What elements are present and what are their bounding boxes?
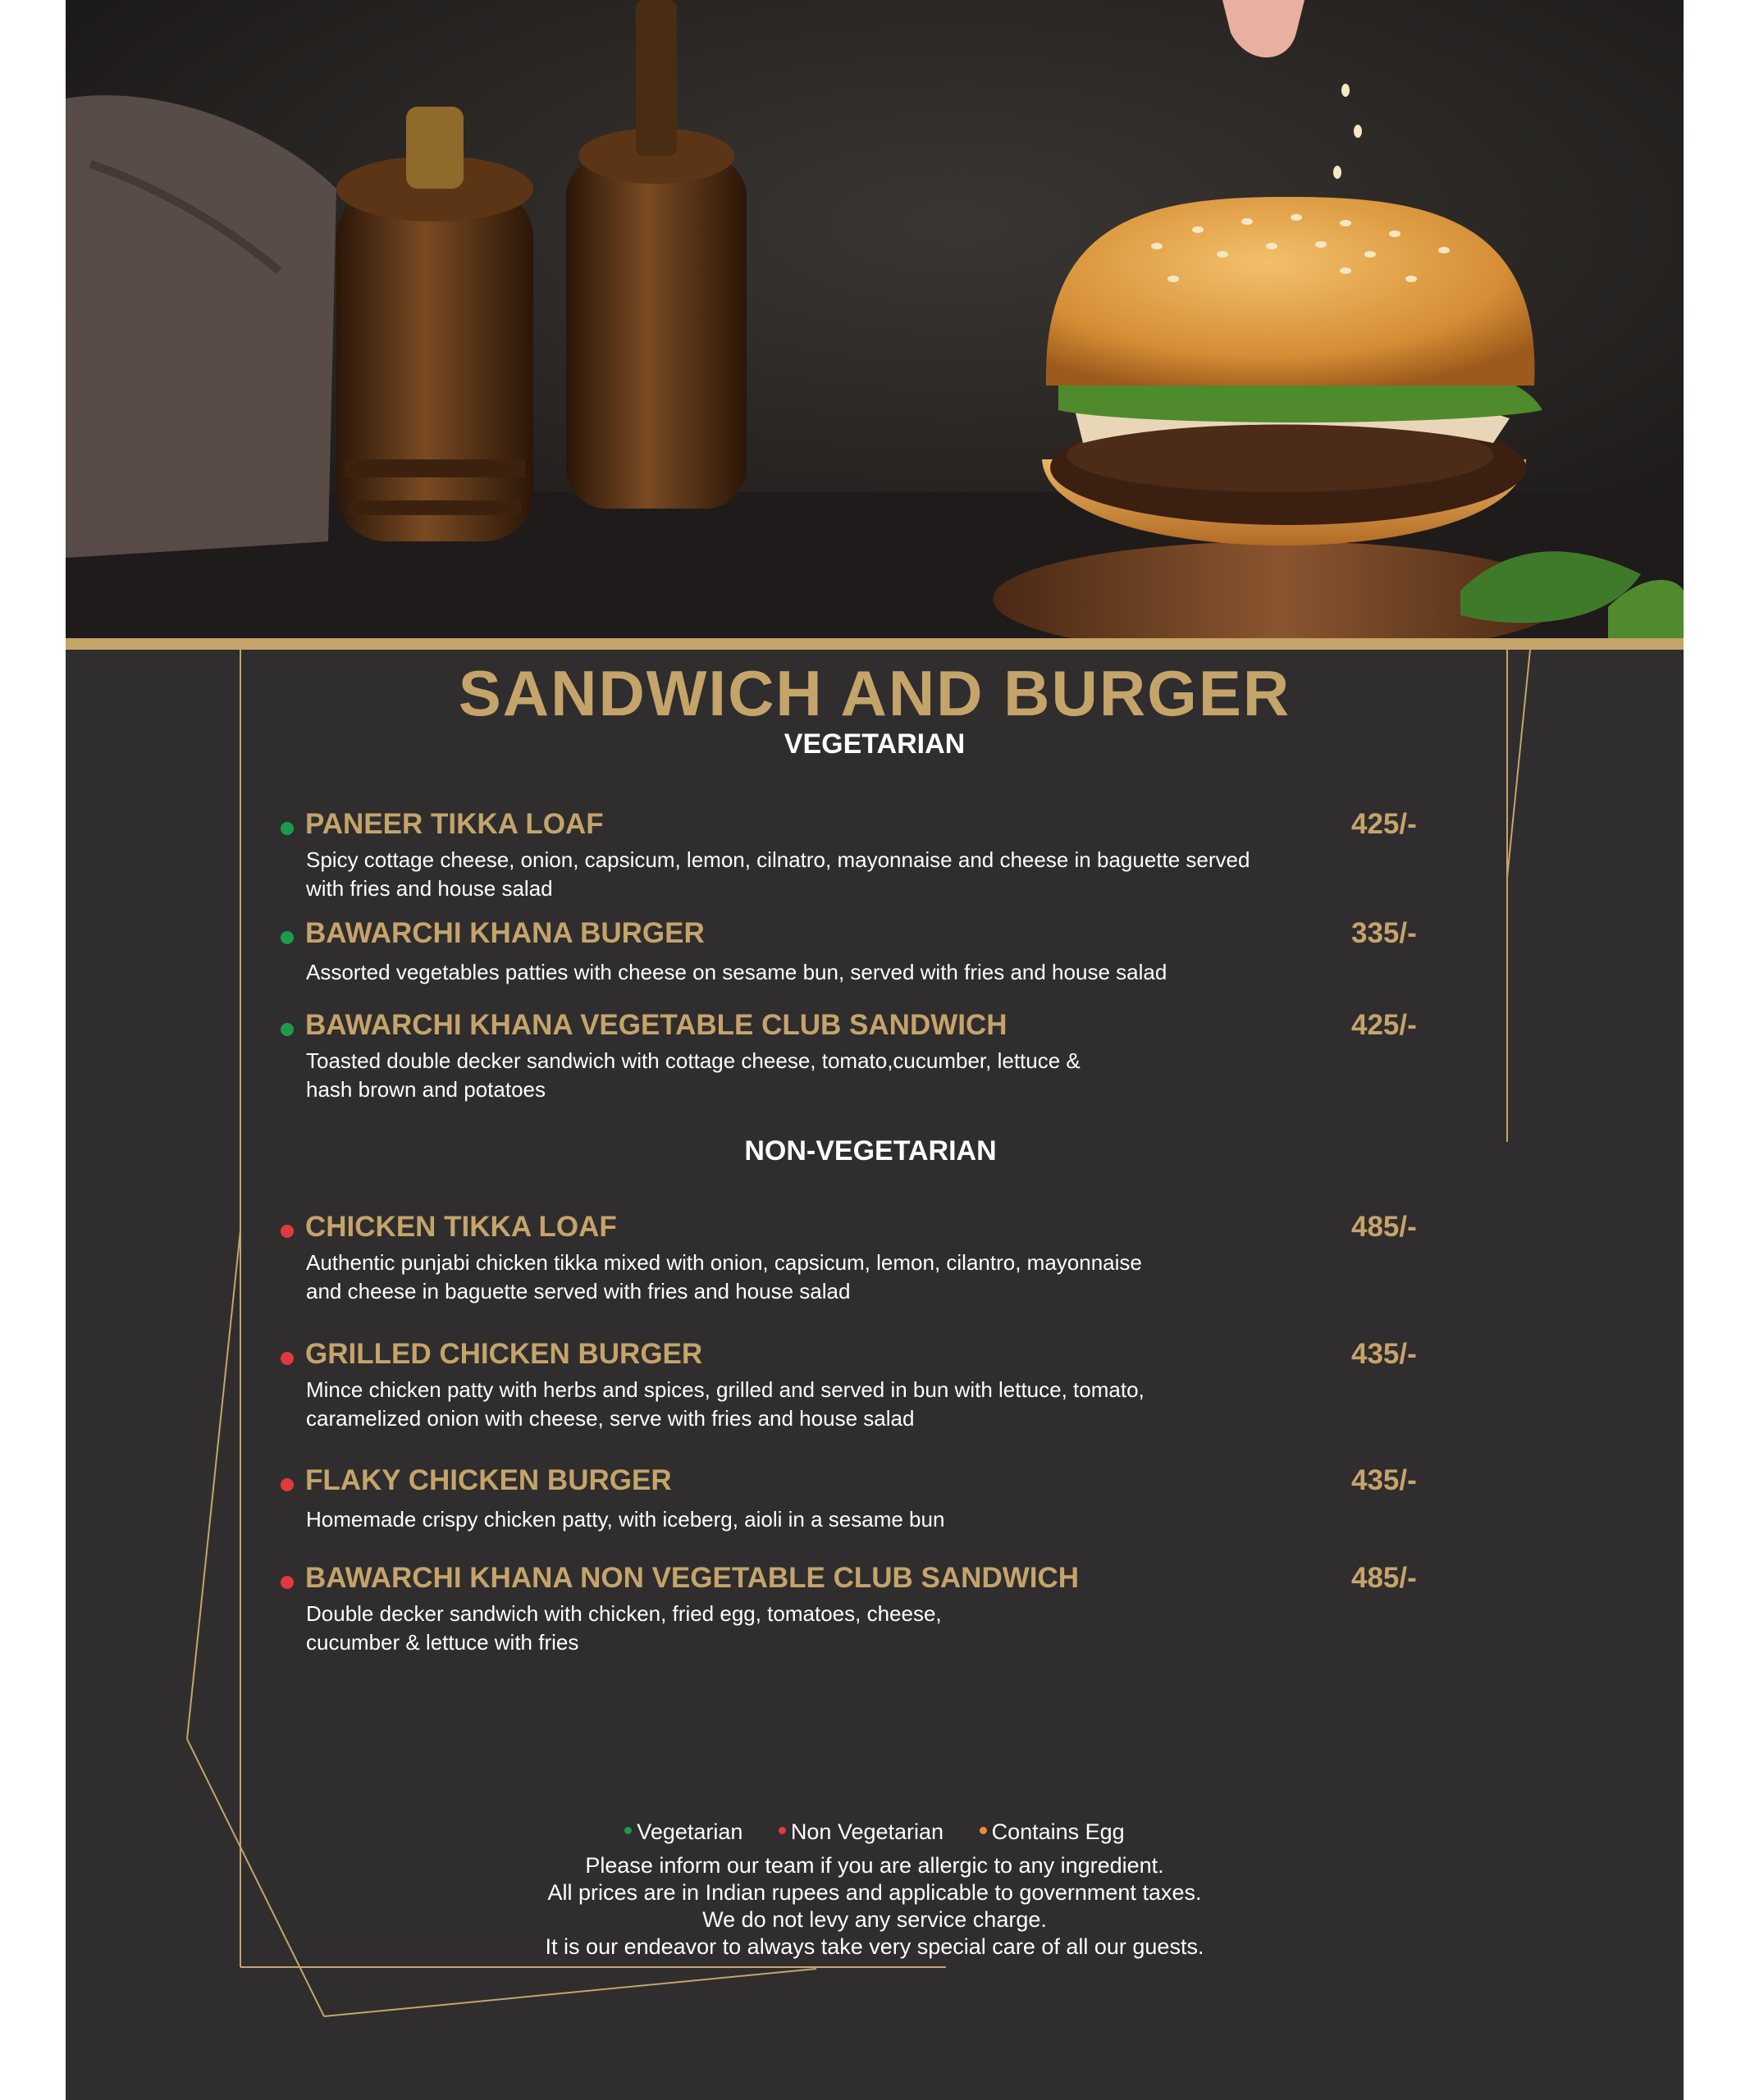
vegetarian-heading: VEGETARIAN [784,728,966,760]
note-line: We do not levy any service charge. [702,1907,1047,1932]
item-name: PANEER TIKKA LOAF [305,808,604,840]
note-line: Please inform our team if you are allergic to any ingredient. [585,1853,1164,1878]
item-price: 425/- [1351,1009,1417,1041]
item-price: 435/- [1351,1338,1417,1370]
non-veg-dot-icon [281,1478,294,1491]
item-description: Authentic punjabi chicken tikka mixed with onion, capsicum, lemon, cilantro, mayonnaise and cheese in baguette served with fries and house salad [306,1250,1142,1303]
item-name: BAWARCHI KHANA BURGER [305,917,705,949]
item-description: Assorted vegetables patties with cheese on sesame bun, served with fries and house salad [306,960,1167,984]
item-name: GRILLED CHICKEN BURGER [305,1338,703,1370]
item-price: 425/- [1351,808,1417,840]
item-description: Double decker sandwich with chicken, fried egg, tomatoes, cheese, cucumber & lettuce with fries [306,1601,942,1655]
note-line: It is our endeavor to always take very special care of all our guests. [545,1934,1204,1959]
item-name: BAWARCHI KHANA VEGETABLE CLUB SANDWICH [305,1009,1008,1041]
non-veg-dot-icon [281,1576,294,1589]
veg-dot-icon [281,822,294,835]
legend-non-vegetarian: Non Vegetarian [779,1819,944,1845]
item-price: 435/- [1351,1464,1417,1496]
gold-divider-band [66,638,1684,650]
note-line: All prices are in Indian rupees and applicable to government taxes. [547,1880,1202,1905]
egg-dot-icon [980,1827,987,1834]
veg-dot-icon [624,1827,632,1834]
item-description: Homemade crispy chicken patty, with iceberg, aioli in a sesame bun [306,1507,945,1532]
non-veg-dot-icon [281,1225,294,1238]
menu-page [66,0,1684,2100]
item-price: 485/- [1351,1211,1417,1243]
legend-vegetarian: Vegetarian [624,1819,742,1845]
item-name: CHICKEN TIKKA LOAF [305,1211,617,1243]
menu-title: SANDWICH AND BURGER [458,657,1291,729]
item-description: Spicy cottage cheese, onion, capsicum, lemon, cilnatro, mayonnaise and cheese in baguette served with fries and house salad [306,847,1250,901]
footer-notes [66,1852,1684,1961]
legend-contains-egg: Contains Egg [980,1819,1125,1845]
diet-legend [66,1819,1684,1845]
item-price: 485/- [1351,1562,1417,1594]
item-price: 335/- [1351,917,1417,949]
item-description: Mince chicken patty with herbs and spices, grilled and served in bun with lettuce, tomato, caramelized onion with cheese, serve with fries and house salad [306,1377,1145,1431]
non-veg-dot-icon [281,1352,294,1365]
item-name: BAWARCHI KHANA NON VEGETABLE CLUB SANDWICH [305,1562,1080,1594]
item-name: FLAKY CHICKEN BURGER [305,1464,672,1496]
non-veg-dot-icon [779,1827,786,1834]
veg-dot-icon [281,1023,294,1036]
non-vegetarian-heading: NON-VEGETARIAN [744,1135,997,1166]
item-description: Toasted double decker sandwich with cottage cheese, tomato,cucumber, lettuce & hash brown and potatoes [306,1048,1081,1102]
hero-burger-photo [66,0,1684,638]
veg-dot-icon [281,931,294,944]
